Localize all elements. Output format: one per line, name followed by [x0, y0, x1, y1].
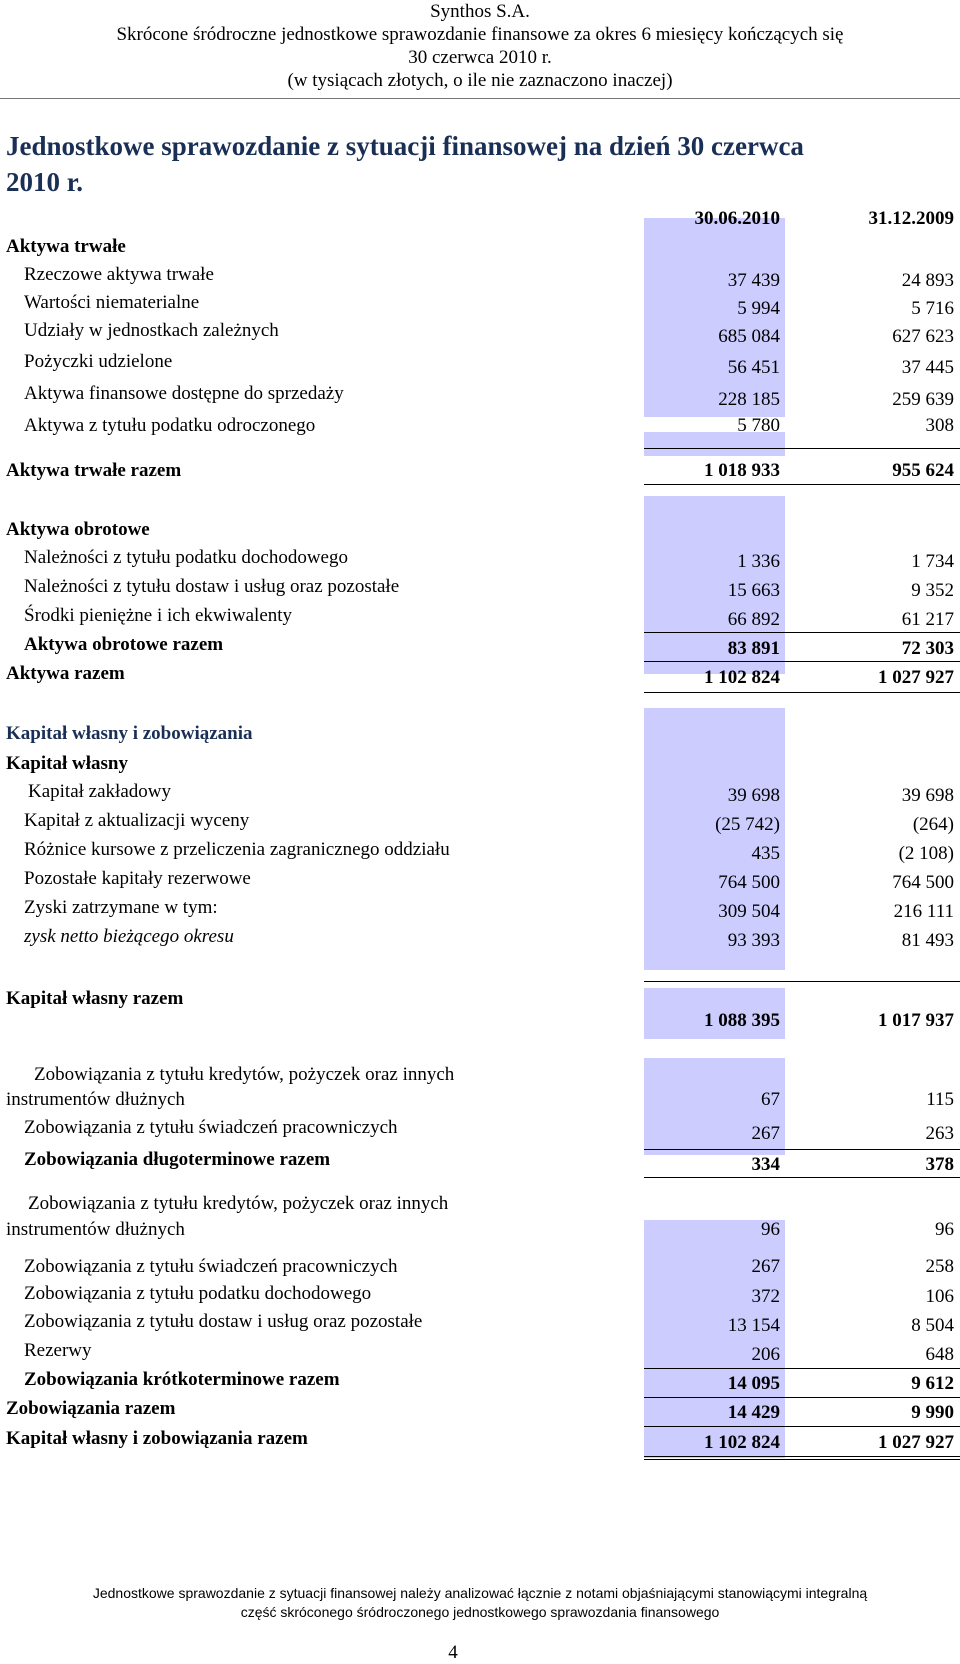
row-label: Rezerwy	[24, 1340, 92, 1361]
row-value-2009: 1 017 937	[878, 1010, 954, 1031]
row-label: Udziały w jednostkach zależnych	[24, 320, 279, 341]
row-value-2010: 56 451	[727, 357, 780, 378]
row-value-2010: 309 504	[718, 901, 780, 922]
row-value-2009: 9 612	[911, 1373, 954, 1394]
row-value-2010: 764 500	[718, 872, 780, 893]
row-value-2010: 435	[751, 843, 780, 864]
row-label: Aktywa razem	[6, 663, 125, 684]
row-label: Aktywa obrotowe	[6, 519, 150, 540]
row-value-2009: 955 624	[892, 460, 954, 481]
separator-line	[644, 1177, 960, 1178]
double-underline	[644, 1456, 960, 1460]
row-value-2010: 83 891	[727, 638, 780, 659]
row-value-2009: 9 990	[911, 1402, 954, 1423]
row-value-2009: 1 734	[911, 551, 954, 572]
row-label: Aktywa z tytułu podatku odroczonego	[24, 415, 316, 436]
row-label: Pozostałe kapitały rezerwowe	[24, 868, 251, 889]
row-label: Rzeczowe aktywa trwałe	[24, 264, 214, 285]
footer-note-line2: część skróconego śródroczonego jednostkowego sprawozdania finansowego	[240, 1604, 720, 1620]
row-value-2010: 334	[751, 1154, 780, 1175]
row-value-2010: 206	[751, 1344, 780, 1365]
row-value-2010: 66 892	[727, 609, 780, 630]
row-value-2009: 81 493	[901, 930, 954, 951]
row-label: Zyski zatrzymane w tym:	[24, 897, 218, 918]
separator-line	[644, 448, 960, 449]
row-value-2010: 5 994	[737, 298, 780, 319]
row-value-2009: 764 500	[892, 872, 954, 893]
row-value-2009: 96	[935, 1219, 954, 1240]
row-label: Aktywa obrotowe razem	[24, 634, 224, 655]
row-value-2009: 258	[925, 1256, 954, 1277]
row-value-2009: 115	[926, 1089, 954, 1110]
row-label: Zobowiązania z tytułu kredytów, pożyczek oraz innych	[28, 1193, 449, 1214]
separator-line	[644, 1149, 960, 1150]
row-value-2010: 267	[751, 1123, 780, 1144]
row-value-2009: 627 623	[892, 326, 954, 347]
report-date: 30 czerwca 2010 r.	[408, 47, 552, 68]
row-label: Kapitał własny i zobowiązania	[6, 723, 253, 744]
statement-title-line1: Jednostkowe sprawozdanie z sytuacji finansowej na dzień 30 czerwca	[6, 131, 804, 161]
row-value-2010: 67	[761, 1089, 780, 1110]
row-label: Pożyczki udzielone	[24, 351, 173, 372]
row-value-2009: 37 445	[901, 357, 954, 378]
row-value-2010: 372	[751, 1286, 780, 1307]
row-label: Należności z tytułu podatku dochodowego	[24, 547, 348, 568]
row-value-2009: 9 352	[911, 580, 954, 601]
row-label: Zobowiązania razem	[6, 1398, 176, 1419]
separator-line	[644, 1397, 960, 1398]
statement-title-line2: 2010 r.	[6, 167, 84, 197]
row-label: Kapitał z aktualizacji wyceny	[24, 810, 250, 831]
row-label: Aktywa finansowe dostępne do sprzedaży	[24, 383, 344, 404]
row-value-2010: 96	[761, 1219, 780, 1240]
row-value-2010: 39 698	[727, 785, 780, 806]
row-value-2009: (2 108)	[898, 843, 954, 864]
row-value-2009: 24 893	[901, 270, 954, 291]
row-label: Kapitał własny razem	[6, 988, 184, 1009]
row-label: Wartości niematerialne	[24, 292, 200, 313]
row-label: Aktywa trwałe	[6, 236, 126, 257]
separator-line	[644, 1426, 960, 1427]
row-label: Zobowiązania z tytułu podatku dochodowego	[24, 1283, 372, 1304]
row-label: Należności z tytułu dostaw i usług oraz pozostałe	[24, 576, 400, 597]
row-label: Zobowiązania z tytułu świadczeń pracowniczych	[24, 1256, 398, 1277]
separator-line	[644, 1368, 960, 1369]
row-value-2010: 93 393	[727, 930, 780, 951]
row-value-2010: (25 742)	[715, 814, 780, 835]
header-divider	[0, 98, 960, 99]
row-label: Zobowiązania długoterminowe razem	[24, 1149, 331, 1170]
row-value-2010: 5 780	[737, 415, 780, 436]
row-label: zysk netto bieżącego okresu	[24, 926, 234, 947]
row-value-2010: 14 429	[727, 1402, 780, 1423]
row-value-2010: 14 095	[727, 1373, 780, 1394]
row-value-2009: 1 027 927	[878, 1432, 954, 1453]
page-number: 4	[448, 1642, 458, 1663]
row-value-2009: 72 303	[901, 638, 954, 659]
row-value-2009: 648	[925, 1344, 954, 1365]
row-value-2009: 5 716	[911, 298, 954, 319]
row-value-2009: 61 217	[901, 609, 954, 630]
row-value-2010: 1 102 824	[704, 1432, 780, 1453]
row-label: Zobowiązania z tytułu świadczeń pracowniczych	[24, 1117, 398, 1138]
row-value-2010: 15 663	[727, 580, 780, 601]
row-value-2009: 308	[925, 415, 954, 436]
row-value-2009: 39 698	[901, 785, 954, 806]
row-value-2009: 216 111	[893, 901, 954, 922]
row-label: Zobowiązania z tytułu dostaw i usług oraz pozostałe	[24, 1311, 423, 1332]
row-label: Kapitał własny i zobowiązania razem	[6, 1428, 308, 1449]
row-value-2010: 1 102 824	[704, 667, 780, 688]
row-label: Różnice kursowe z przeliczenia zagranicznego oddziału	[24, 839, 450, 860]
row-value-2010: 1 088 395	[704, 1010, 780, 1031]
row-value-2010: 267	[751, 1256, 780, 1277]
row-label-continued: instrumentów dłużnych	[6, 1219, 185, 1240]
row-label: Środki pieniężne i ich ekwiwalenty	[24, 605, 293, 626]
row-value-2010: 1 018 933	[704, 460, 780, 481]
report-company: Synthos S.A.	[430, 1, 530, 22]
separator-line	[644, 692, 960, 693]
report-units: (w tysiącach złotych, o ile nie zaznaczono inaczej)	[287, 70, 673, 91]
column-header-2010: 30.06.2010	[694, 208, 780, 229]
separator-line	[644, 632, 960, 633]
row-value-2010: 13 154	[727, 1315, 780, 1336]
row-label: Kapitał własny	[6, 753, 128, 774]
column-header-2009: 31.12.2009	[868, 208, 954, 229]
row-value-2010: 228 185	[718, 389, 780, 410]
statement-title	[6, 128, 946, 200]
row-label-continued: instrumentów dłużnych	[6, 1089, 185, 1110]
row-label: Aktywa trwałe razem	[6, 460, 182, 481]
row-value-2010: 1 336	[737, 551, 780, 572]
separator-line	[644, 661, 960, 662]
row-value-2010: 685 084	[718, 326, 780, 347]
row-value-2009: (264)	[912, 814, 954, 835]
row-value-2009: 8 504	[911, 1315, 954, 1336]
row-value-2009: 263	[925, 1123, 954, 1144]
row-value-2009: 1 027 927	[878, 667, 954, 688]
row-label: Kapitał zakładowy	[28, 781, 171, 802]
row-label: Zobowiązania z tytułu kredytów, pożyczek oraz innych	[34, 1064, 455, 1085]
separator-line	[644, 484, 960, 485]
footer-note-line1: Jednostkowe sprawozdanie z sytuacji finansowej należy analizować łącznie z notami objaśniającymi stanowiącymi integralną	[92, 1585, 868, 1601]
row-value-2009: 106	[925, 1286, 954, 1307]
row-value-2009: 378	[925, 1154, 954, 1175]
row-value-2009: 259 639	[892, 389, 954, 410]
report-subtitle: Skrócone śródroczne jednostkowe sprawozdanie finansowe za okres 6 miesięcy kończących się	[116, 24, 844, 45]
row-label: Zobowiązania krótkoterminowe razem	[24, 1369, 340, 1390]
separator-line	[644, 981, 960, 982]
row-value-2010: 37 439	[727, 270, 780, 291]
